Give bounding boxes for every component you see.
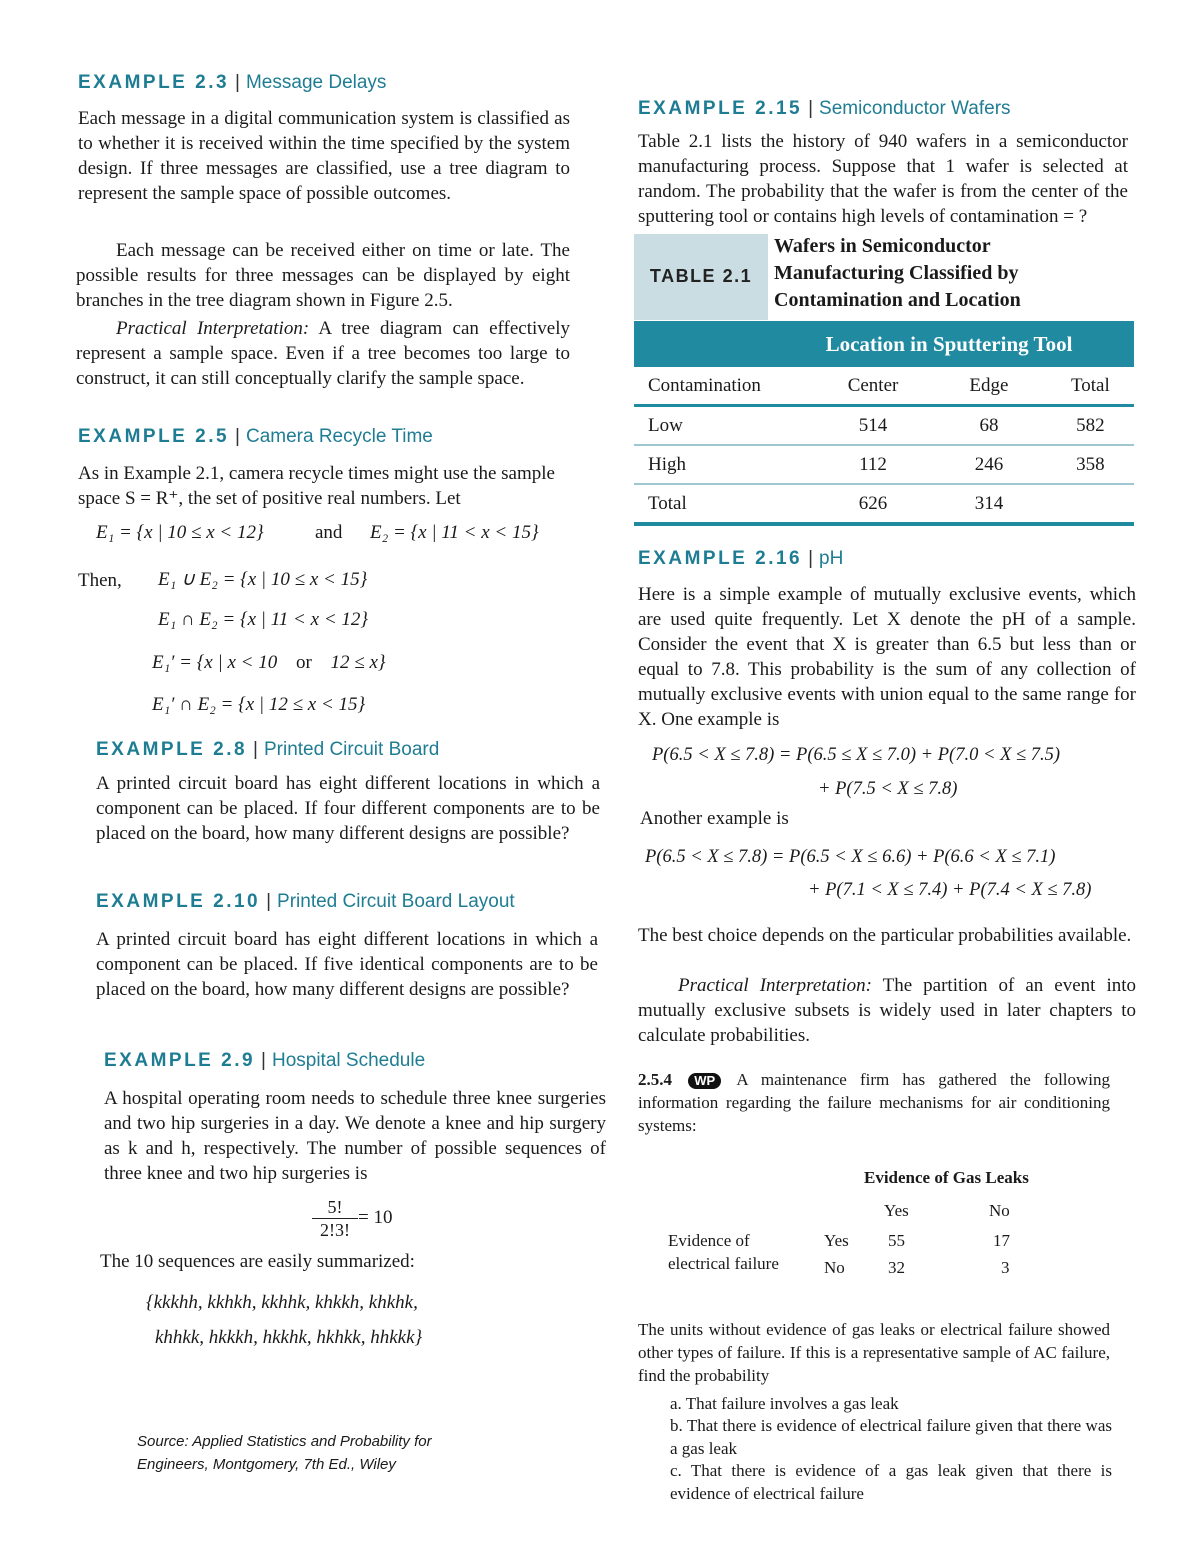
example-2-9-text: A hospital operating room needs to schedule three knee surgeries and two hip surgeries in a day. We denote a knee and hip surgery as k and h, respectively. The number of possible sequences of three knee and two hip surgeries is (104, 1088, 606, 1184)
union-equation: E₁ ∪ E₂ = {x | 10 ≤ x < 15} (158, 569, 368, 590)
electrical-failure-row-label (668, 1229, 779, 1275)
wp-badge: WP (688, 1073, 721, 1089)
sequence-line-2: khhkk, hkkkh, hkkhk, hkhkk, hhkkk} (155, 1327, 423, 1348)
intersection-equation: E₁ ∩ E₂ = {x | 11 < x < 12} (158, 609, 368, 630)
complement-equation (152, 652, 386, 674)
example-2-3-paragraph-2: Each message can be received either on time or late. The possible results for three messages can be displayed by eight branches in the tree diagram shown in Figure 2.5. (76, 240, 570, 311)
exercise-2-5-4-intro (638, 1068, 1110, 1137)
event-e2-definition: E₂ = {x | 11 < x < 15} (370, 522, 539, 543)
table-row (634, 484, 1134, 524)
table-cell: 358 (1076, 453, 1105, 475)
gas-leaks-col-no: No (989, 1201, 1010, 1220)
table-cell: 112 (859, 453, 887, 475)
table-2-1 (634, 321, 1134, 526)
caption-line-3: Contamination and Location (774, 289, 1021, 311)
complement-part-a: E₁′ = {x | x < 10 (152, 652, 278, 673)
table-cell (1047, 484, 1134, 524)
table-cell: 68 (979, 414, 999, 436)
or-word: or (295, 652, 312, 673)
table-cell: 314 (974, 492, 1004, 514)
table-2-1-grid (634, 367, 1134, 526)
table-cell: High (648, 453, 686, 475)
example-2-8-text: A printed circuit board has eight different locations in which a component can be placed. If four different components are to be placed on the board, how many different designs are possible? (96, 773, 600, 844)
fraction-denominator: 2!3! (320, 1220, 350, 1240)
example-2-3-paragraph-3 (76, 316, 570, 391)
table-header-cell: Center (847, 374, 899, 396)
caption-line-1: Wafers in Semiconductor (774, 235, 991, 257)
example-label: EXAMPLE 2.15 (638, 98, 803, 119)
example-2-15-header: EXAMPLE 2.15 | Semiconductor Wafers (638, 98, 1011, 119)
example-title: Printed Circuit Board Layout (277, 891, 515, 912)
fraction-numerator: 5! (312, 1196, 358, 1219)
row-label-line-1: Evidence of (668, 1231, 750, 1250)
sequence-line-1: {kkkhh, kkhkh, kkhhk, khkkh, khkhk, (146, 1292, 418, 1313)
exercise-intro-text: A maintenance firm has gathered the following information regarding the failure mechanisms for air conditioning systems: (638, 1070, 1111, 1135)
example-title: Camera Recycle Time (245, 426, 433, 447)
cell-yes-no: 17 (993, 1231, 1010, 1250)
row-no-label: No (824, 1258, 845, 1277)
fraction (312, 1196, 358, 1241)
gas-leaks-table-title: Evidence of Gas Leaks (864, 1168, 1029, 1187)
example-2-5-header: EXAMPLE 2.5 | Camera Recycle Time (78, 426, 433, 447)
best-choice-text: The best choice depends on the particular probabilities available. (638, 925, 1132, 946)
practical-interpretation-text: A tree diagram can effectively represent a sample space. Even if a tree becomes too large to construct, it can still conceptually clarify the sample space. (76, 318, 570, 389)
example-2-15-text: Table 2.1 lists the history of 940 wafers in a semiconductor manufacturing process. Suppose that 1 wafer is selected at random. The probability that the wafer is from the center of the sputtering tool or contains high levels of contamination = ? (638, 131, 1128, 227)
gas-leaks-col-yes: Yes (884, 1201, 909, 1220)
example-2-16-text: Here is a simple example of mutually exclusive events, which are used quite frequently. Let X denote the pH of a sample. Consider the event that X is greater than 6.5 but less than or equal to 7.8. This probability is the sum of any collection of mutually exclusive events with union equal to the same range for X. One example is (638, 584, 1136, 730)
practical-interpretation-label: Practical Interpretation: (116, 318, 310, 339)
table-group-header: Location in Sputtering Tool (634, 321, 1134, 367)
complement-part-b: 12 ≤ x} (330, 652, 386, 673)
table-header-cell: Edge (969, 374, 1009, 396)
table-2-1-tag: TABLE 2.1 (649, 266, 753, 286)
example-label: EXAMPLE 2.10 (96, 891, 261, 912)
example-2-3-header: EXAMPLE 2.3 | Message Delays (78, 72, 387, 93)
table-header-cell: Total (1070, 374, 1110, 396)
table-row (634, 445, 1134, 484)
exercise-after-text: The units without evidence of gas leaks or electrical failure showed other types of failure. If this is a representative sample of AC failure, find the probability (638, 1320, 1110, 1385)
example-2-8-header: EXAMPLE 2.8 | Printed Circuit Board (96, 739, 440, 760)
example-2-10-text: A printed circuit board has eight different locations in which a component can be placed. If five identical components are to be placed on the board, how many different designs are possible? (96, 929, 598, 1000)
fraction-result: = 10 (358, 1207, 393, 1228)
example-2-9-header: EXAMPLE 2.9 | Hospital Schedule (104, 1050, 426, 1071)
example-title: pH (819, 548, 844, 569)
example-title: Semiconductor Wafers (819, 98, 1011, 119)
equation-2-line-1: P(6.5 < X ≤ 7.8) = P(6.5 < X ≤ 6.6) + P(6.6 < X ≤ 7.1) (645, 847, 1056, 867)
table-cell: Total (648, 492, 687, 514)
example-title: Hospital Schedule (271, 1050, 426, 1071)
question-a: a. That failure involves a gas leak (670, 1394, 899, 1413)
example-2-16-header: EXAMPLE 2.16 | pH (638, 548, 844, 569)
table-cell: Low (648, 414, 683, 436)
example-2-3-paragraph-1: Each message in a digital communication system is classified as to whether it is received within the time specified by the system design. If three messages are classified, use a tree diagram to represent the sample space of possible outcomes. (78, 108, 570, 204)
sequence-summary: The 10 sequences are easily summarized: (100, 1251, 415, 1272)
table-header-cell: Contamination (648, 374, 761, 396)
source-citation (137, 1430, 432, 1476)
table-cell: 514 (858, 414, 888, 436)
table-header-row (634, 367, 1134, 406)
equation-1-line-1: P(6.5 < X ≤ 7.8) = P(6.5 ≤ X ≤ 7.0) + P(7.0 < X ≤ 7.5) (652, 745, 1061, 765)
source-line-1: Source: Applied Statistics and Probability for (137, 1433, 432, 1450)
row-label-line-2: electrical failure (668, 1254, 779, 1273)
another-example: Another example is (640, 808, 789, 829)
example-label: EXAMPLE 2.3 (78, 72, 230, 93)
example-2-5-intro: As in Example 2.1, camera recycle times might use the sample space S = R⁺, the set of positive real numbers. Let (78, 463, 555, 509)
example-label: EXAMPLE 2.16 (638, 548, 803, 569)
cell-yes-yes: 55 (888, 1231, 905, 1250)
example-2-10-header: EXAMPLE 2.10 | Printed Circuit Board Layout (96, 891, 515, 912)
complement-intersection-equation: E₁′ ∩ E₂ = {x | 12 ≤ x < 15} (152, 694, 366, 715)
question-c: c. That there is evidence of a gas leak given that there is evidence of electrical failure (670, 1461, 1112, 1503)
source-line-2: Engineers, Montgomery, 7th Ed., Wiley (137, 1456, 396, 1473)
practical-interpretation-label: Practical Interpretation: (678, 975, 872, 996)
example-label: EXAMPLE 2.8 (96, 739, 248, 760)
table-2-1-tag-box (634, 234, 768, 320)
practical-interpretation-text: The partition of an event into mutually exclusive subsets is widely used in later chapters to calculate probabilities. (638, 975, 1136, 1046)
table-2-1-caption (774, 233, 1021, 314)
caption-line-2: Manufacturing Classified by (774, 262, 1019, 284)
question-b: b. That there is evidence of electrical failure given that there was a gas leak (670, 1416, 1112, 1458)
example-title: Printed Circuit Board (263, 739, 440, 760)
table-row (634, 406, 1134, 446)
and-word: and (315, 522, 343, 543)
practical-interpretation (638, 973, 1136, 1048)
equation-1-line-2: + P(7.5 < X ≤ 7.8) (818, 779, 958, 799)
cell-no-no: 3 (1001, 1258, 1010, 1277)
table-cell: 246 (974, 453, 1004, 475)
example-label: EXAMPLE 2.9 (104, 1050, 256, 1071)
event-e1-definition: E₁ = {x | 10 ≤ x < 12} (96, 522, 264, 543)
then-word: Then, (78, 570, 122, 591)
equation-2-line-2: + P(7.1 < X ≤ 7.4) + P(7.4 < X ≤ 7.8) (808, 880, 1092, 900)
row-yes-label: Yes (824, 1231, 849, 1250)
cell-no-yes: 32 (888, 1258, 905, 1277)
example-title: Message Delays (245, 72, 387, 93)
exercise-number: 2.5.4 (638, 1070, 672, 1089)
table-cell: 582 (1076, 414, 1105, 436)
example-label: EXAMPLE 2.5 (78, 426, 230, 447)
table-cell: 626 (858, 492, 888, 514)
